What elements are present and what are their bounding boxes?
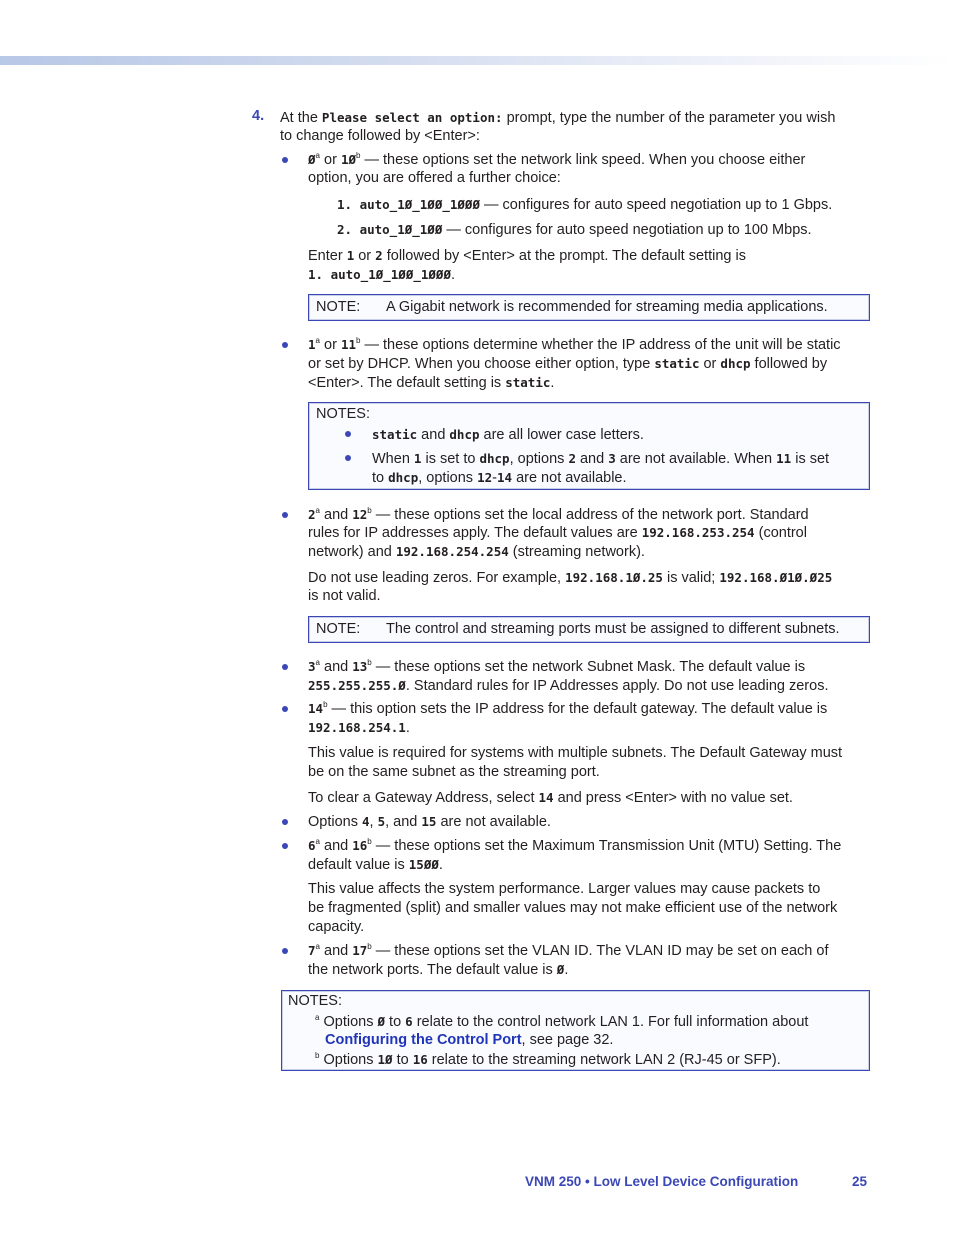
note-box-gigabit — [308, 294, 870, 321]
bullet-icon — [282, 843, 288, 849]
bullet-unavailable-options: Options 4, 5, and 15 are not available. — [308, 814, 551, 830]
bullet-mtu-line-2: default value is 15ØØ. — [308, 857, 443, 873]
bullet-mtu: 6$^a$ and 16$^b$ — these options set the Maximum Transmission Unit (MTU) Setting. The — [308, 837, 842, 854]
note-text: A Gigabit network is recommended for streaming media applications. — [386, 299, 828, 315]
bullet-ip-address: 2$^a$ and 12$^b$ — these options set the local address of the network port. Standard — [308, 506, 809, 523]
note-label: NOTE: — [316, 621, 361, 637]
leading-zeros-line-1: Do not use leading zeros. For example, 192.168.1Ø.25 is valid; 192.168.Ø1Ø.Ø25 — [308, 570, 833, 586]
notes-item-dhcp-line-2: to dhcp, options 12-14 are not available. — [372, 470, 627, 486]
gateway-para-line-2: be on the same subnet as the streaming port. — [308, 764, 600, 780]
mtu-para-line-2: be fragmented (split) and smaller values may not make efficient use of the network — [308, 900, 838, 916]
bullet-ip-mode-line-2: or set by DHCP. When you choose either option, type static or dhcp followed by — [308, 356, 828, 372]
bullet-icon — [282, 157, 288, 163]
bullet-icon — [345, 455, 351, 461]
notes-box-ip-mode — [308, 402, 870, 490]
bullet-gateway: 14$^b$ — this option sets the IP address for the default gateway. The default value is — [308, 700, 828, 717]
speed-default-line-1: Enter 1 or 2 followed by <Enter> at the prompt. The default setting is — [308, 248, 746, 264]
speed-option-1: 1. auto_1Ø_1ØØ_1ØØØ — configures for auto speed negotiation up to 1 Gbps. — [337, 197, 833, 213]
bullet-subnet-mask: 3$^a$ and 13$^b$ — these options set the network Subnet Mask. The default value is — [308, 658, 806, 675]
notes-item-dhcp: When 1 is set to dhcp, options 2 and 3 are not available. When 11 is set — [372, 451, 830, 467]
bullet-icon — [282, 706, 288, 712]
bullet-subnet-mask-line-2: 255.255.255.Ø. Standard rules for IP Addresses apply. Do not use leading zeros. — [308, 678, 829, 694]
bullet-vlan-line-2: the network ports. The default value is Ø. — [308, 962, 569, 978]
mtu-para-line-3: capacity. — [308, 919, 365, 935]
gateway-para-line-1: This value is required for systems with multiple subnets. The Default Gateway must — [308, 745, 843, 761]
speed-option-2: 2. auto_1Ø_1ØØ — configures for auto speed negotiation up to 100 Mbps. — [337, 222, 812, 238]
bullet-ip-mode: 1$^a$ or 11$^b$ — these options determine whether the IP address of the unit will be static — [308, 336, 841, 353]
note-box-subnets — [308, 616, 870, 643]
notes-box-footnotes — [281, 990, 870, 1071]
gateway-clear-line: To clear a Gateway Address, select 14 and press <Enter> with no value set. — [308, 790, 793, 806]
footer-title: VNM 250 • Low Level Device Configuration — [525, 1174, 799, 1189]
step-intro-line-1: At the Please select an option: prompt, type the number of the parameter you wish — [280, 110, 836, 126]
bullet-link-speed-line-2: option, you are offered a further choice: — [308, 170, 561, 186]
footnote-b: $^b$ Options 1Ø to 16 relate to the streaming network LAN 2 (RJ-45 or SFP). — [315, 1051, 781, 1068]
speed-default-line-2: 1. auto_1Ø_1ØØ_1ØØØ. — [308, 267, 456, 283]
header-band — [0, 56, 954, 65]
bullet-gateway-line-2: 192.168.254.1. — [308, 720, 410, 736]
page-number: 25 — [852, 1174, 868, 1189]
configuring-control-port-link[interactable]: Configuring the Control Port — [325, 1032, 522, 1048]
step-intro-line-2: to change followed by <Enter>: — [280, 128, 480, 144]
note-text: The control and streaming ports must be assigned to different subnets. — [386, 621, 840, 637]
bullet-ip-address-line-3: network) and 192.168.254.254 (streaming network). — [308, 544, 645, 560]
bullet-icon — [282, 664, 288, 670]
bullet-ip-address-line-2: rules for IP addresses apply. The default values are 192.168.253.254 (control — [308, 525, 807, 541]
bullet-link-speed: $Ø^a$ or $1Ø^b$ — these options set the network link speed. When you choose either — [308, 151, 806, 168]
bullet-icon — [282, 819, 288, 825]
bullet-icon — [282, 342, 288, 348]
notes-item-lowercase: static and dhcp are all lower case letters. — [372, 427, 644, 443]
footnote-a-line-2: Configuring the Control Port, see page 32. — [325, 1032, 614, 1048]
bullet-ip-mode-line-3: <Enter>. The default setting is static. — [308, 375, 555, 391]
mtu-para-line-1: This value affects the system performance. Larger values may cause packets to — [308, 881, 821, 897]
bullet-vlan: 7$^a$ and 17$^b$ — these options set the VLAN ID. The VLAN ID may be set on each of — [308, 942, 829, 959]
notes-label: NOTES: — [288, 993, 342, 1009]
bullet-icon — [282, 948, 288, 954]
leading-zeros-line-2: is not valid. — [308, 588, 381, 604]
step-number: 4. — [252, 108, 265, 124]
bullet-icon — [282, 512, 288, 518]
note-label: NOTE: — [316, 299, 361, 315]
notes-label: NOTES: — [316, 406, 370, 422]
bullet-icon — [345, 431, 351, 437]
footnote-a: $^a$ Options Ø to 6 relate to the control network LAN 1. For full information about — [315, 1013, 809, 1030]
